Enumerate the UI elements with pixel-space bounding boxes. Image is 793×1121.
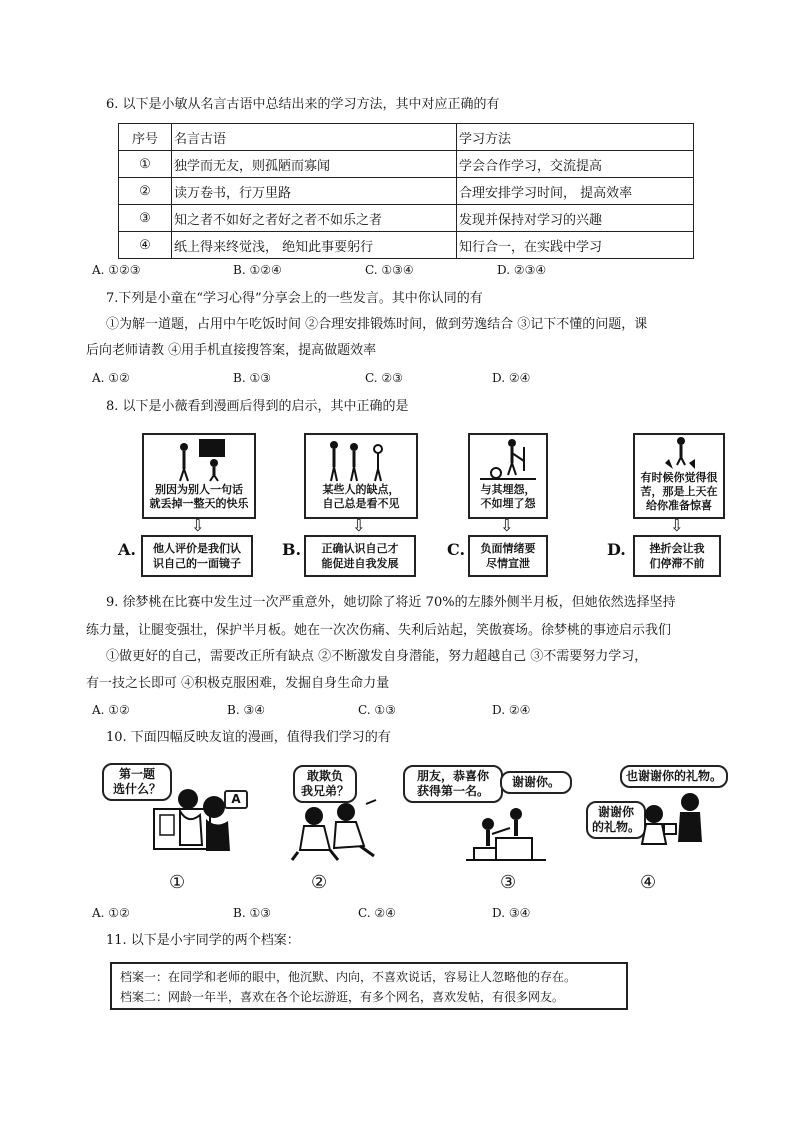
bubble-line: 的礼物。 [592, 820, 641, 834]
archive-two: 档案二：网龄一年半，喜欢在各个论坛游逛，有多个网名，喜欢发帖，有很多网友。 [120, 990, 565, 1004]
insight-box-b[interactable] [304, 535, 416, 577]
comic-panel-d [633, 433, 725, 519]
bubble-line: 选什么？ [112, 782, 161, 796]
caption-line: 某些人的缺点， [322, 483, 400, 496]
insight-line: 们停滞不前 [649, 557, 705, 570]
option-c[interactable]: C. ②④ [358, 906, 396, 920]
header-index: 序号 [119, 124, 172, 151]
caption-line: 苦，那是上天在 [640, 485, 718, 498]
digging-figure-icon [470, 435, 546, 485]
table-row [119, 151, 694, 178]
caption-line: 自己总是看不见 [322, 497, 400, 510]
caption-line: 给你准备惊喜 [646, 499, 712, 512]
q8-stem: 8. 以下是小薇看到漫画后得到的启示，其中正确的是 [106, 399, 409, 414]
row-quote: 知之者不如好之者好之者不如乐之者 [172, 205, 457, 232]
row-index: ② [119, 178, 172, 205]
panel-caption [144, 483, 254, 511]
insight-line: 正确认识自己才 [321, 542, 399, 555]
option-b[interactable]: B. ①②④ [233, 263, 282, 277]
bubble-line: 谢谢你 [597, 805, 634, 819]
q10-stem: 10. 下面四幅反映友谊的漫画，值得我们学习的有 [106, 730, 391, 745]
figures-illustration-icon [306, 435, 416, 485]
row-index: ③ [119, 205, 172, 232]
caption-line: 不如埋了怨 [480, 497, 536, 510]
insight-box-c[interactable] [468, 535, 548, 577]
caption-line: 与其埋怨， [480, 483, 536, 496]
comic-panel-c [468, 433, 548, 519]
q9-options [92, 703, 612, 721]
option-c[interactable]: C. ②③ [365, 371, 403, 385]
option-d[interactable]: D. ②③④ [497, 263, 547, 277]
q9-statements-1: ①做更好的自己，需要改正所有缺点 ②不断激发自身潜能，努力超越自己 ③不需要努力学习， [106, 649, 648, 664]
table-row [119, 178, 694, 205]
down-arrow-icon: ⇩ [191, 516, 205, 535]
option-b[interactable]: B. ①③ [233, 371, 271, 385]
bubble-line: 敢欺负 [306, 769, 343, 783]
q6-table [118, 123, 694, 259]
cartoon-number: ① [169, 872, 186, 893]
option-a[interactable]: A. ①② [92, 371, 130, 385]
row-method: 知行合一，在实践中学习 [457, 232, 694, 259]
header-quote: 名言古语 [172, 124, 457, 151]
gift-exchange-cartoon-icon [640, 790, 710, 850]
panel-caption [635, 471, 723, 513]
insight-line: 尽情宣泄 [486, 557, 530, 570]
caption-line: 就丢掉一整天的快乐 [149, 497, 249, 510]
insight-box-d[interactable] [633, 535, 721, 577]
option-d[interactable]: D. ③④ [492, 906, 531, 920]
comic-panel-b [304, 433, 418, 519]
header-method: 学习方法 [457, 124, 694, 151]
option-c[interactable]: C. ①③④ [365, 263, 414, 277]
insight-line: 识自己的一面镜子 [153, 557, 241, 570]
insight-box-a[interactable] [141, 535, 253, 577]
insight-line: 负面情绪要 [480, 542, 536, 555]
option-d[interactable]: D. ②④ [492, 371, 531, 385]
cartoon-number: ④ [640, 872, 657, 893]
gift-figure-icon [635, 435, 723, 471]
option-a[interactable]: A. ①② [92, 906, 130, 920]
speech-bubble [403, 765, 503, 803]
congratulating-cartoon-icon [466, 808, 546, 864]
row-quote: 纸上得来终觉浅， 绝知此事要躬行 [172, 232, 457, 259]
cheating-cartoon-icon [150, 785, 240, 860]
row-quote: 独学而无友，则孤陋而寡闻 [172, 151, 457, 178]
q7-stem: 7.下列是小童在“学习心得”分享会上的一些发言。其中你认同的有 [106, 291, 483, 306]
option-b[interactable]: B. ③④ [227, 703, 265, 717]
bubble-line: 获得第一名。 [416, 784, 489, 798]
down-arrow-icon: ⇩ [670, 516, 684, 535]
option-label-b[interactable]: B. [282, 540, 302, 559]
down-arrow-icon: ⇩ [500, 516, 514, 535]
row-method: 学会合作学习，交流提高 [457, 151, 694, 178]
comic-panel-a [142, 433, 256, 519]
q10-options [92, 906, 612, 924]
speech-bubble-reply: 谢谢你。 [500, 771, 572, 794]
speech-bubble [586, 801, 646, 839]
row-quote: 读万卷书，行万里路 [172, 178, 457, 205]
caption-line: 有时候你觉得很 [640, 471, 718, 484]
cartoon-number: ③ [500, 872, 517, 893]
q6-options [92, 263, 612, 281]
speech-bubble: 也谢谢你的礼物。 [620, 765, 728, 788]
option-label-d[interactable]: D. [607, 540, 626, 559]
row-index: ① [119, 151, 172, 178]
option-label-c[interactable]: C. [447, 540, 466, 559]
figures-illustration-icon [144, 435, 254, 485]
q9-statements-2: 有一技之长即可 ④积极克服困难，发掘自身生命力量 [86, 676, 390, 691]
speech-bubble [293, 765, 357, 803]
option-a[interactable]: A. ①② [92, 703, 130, 717]
q11-stem: 11. 以下是小宇同学的两个档案： [106, 933, 300, 948]
option-a[interactable]: A. ①②③ [92, 263, 141, 277]
option-label-a[interactable]: A. [118, 540, 136, 559]
cartoon-number: ② [311, 872, 328, 893]
fighting-cartoon-icon [290, 800, 380, 862]
table-header-row [119, 124, 694, 151]
bubble-line: 我兄弟？ [300, 784, 349, 798]
table-row [119, 205, 694, 232]
option-b[interactable]: B. ①③ [233, 906, 271, 920]
insight-line: 他人评价是我们认 [153, 542, 241, 555]
answer-tag: A [224, 790, 248, 809]
option-d[interactable]: D. ②④ [492, 703, 531, 717]
caption-line: 别因为别人一句话 [155, 483, 243, 496]
option-c[interactable]: C. ①③ [358, 703, 396, 717]
table-row [119, 232, 694, 259]
row-method: 发现并保持对学习的兴趣 [457, 205, 694, 232]
down-arrow-icon: ⇩ [352, 516, 366, 535]
q9-line-2: 练力量，让腿变强壮，保护半月板。她在一次次伤痛、失利后站起，笑傲赛场。徐梦桃的事迹启示我们 [86, 623, 672, 638]
panel-caption [306, 483, 416, 511]
q7-statements-1: ①为解一道题，占用中午吃饭时间 ②合理安排锻炼时间，做到劳逸结合 ③记下不懂的问题，课 [106, 317, 648, 332]
archive-box [110, 962, 628, 1010]
archive-one: 档案一：在同学和老师的眼中，他沉默、内向，不喜欢说话，容易让人忽略他的存在。 [120, 970, 577, 984]
q7-options [92, 371, 612, 389]
bubble-line: 朋友，恭喜你 [416, 769, 489, 783]
q6-stem: 6. 以下是小敏从名言古语中总结出来的学习方法，其中对应正确的有 [106, 97, 500, 112]
panel-caption [470, 483, 546, 511]
q9-line-1: 9. 徐梦桃在比赛中发生过一次严重意外，她切除了将近 70%的左膝外侧半月板，但她依然选择坚持 [106, 595, 676, 610]
row-method: 合理安排学习时间， 提高效率 [457, 178, 694, 205]
q7-statements-2: 后向老师请教 ④用手机直接搜答案，提高做题效率 [86, 343, 377, 358]
insight-line: 挫折会让我 [649, 542, 705, 555]
insight-line: 能促进自我发展 [321, 557, 399, 570]
bubble-line: 第一题 [118, 767, 155, 781]
row-index: ④ [119, 232, 172, 259]
